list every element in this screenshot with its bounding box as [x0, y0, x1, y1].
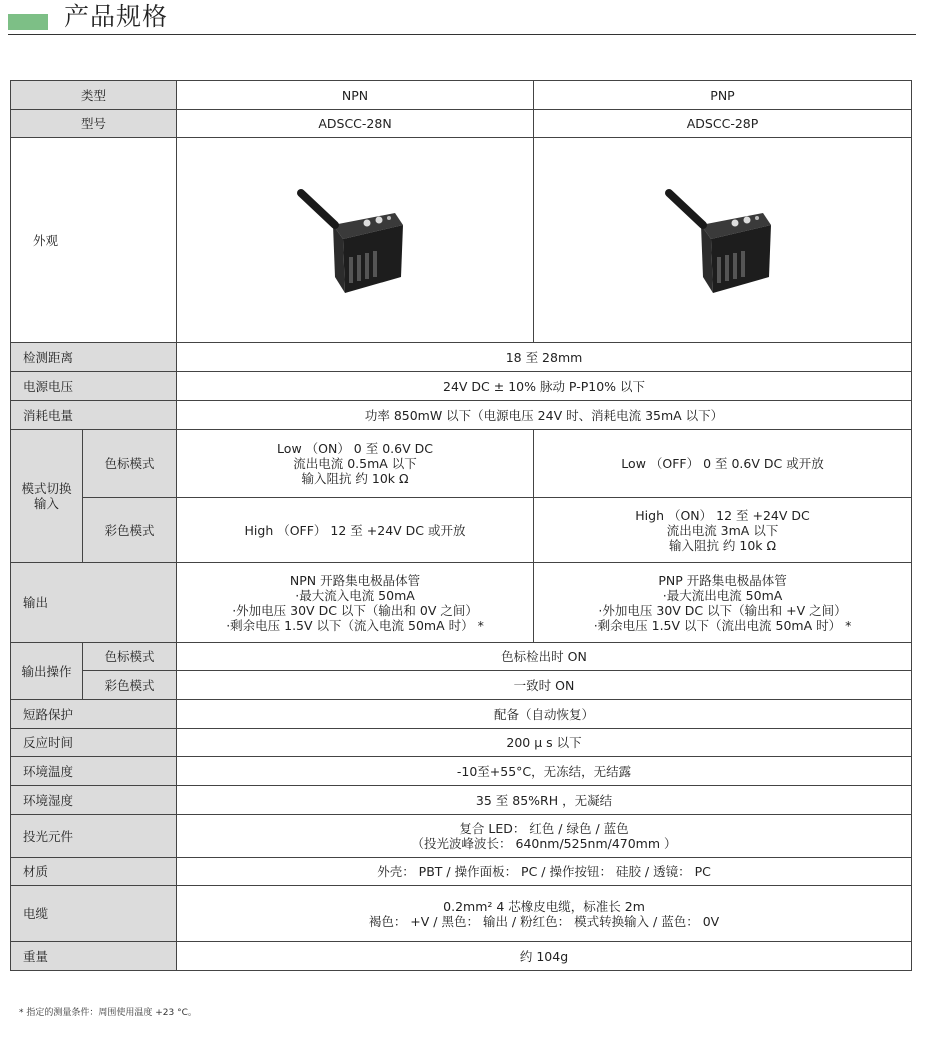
text-line: High （OFF） 12 至 +24V DC 或开放	[244, 522, 466, 538]
table-row	[11, 110, 912, 138]
spec-table	[10, 80, 912, 971]
text-line: ·外加电压 30V DC 以下（输出和 +V 之间）	[598, 602, 847, 618]
section-title: 产品规格	[64, 2, 169, 31]
text-line: ·最大流入电流 50mA	[295, 587, 415, 603]
mode-input-color-mark-npn	[177, 430, 534, 498]
text-line: ·剩余电压 1.5V 以下（流入电流 50mA 时） *	[226, 617, 484, 633]
row-label-humidity: 环境湿度	[11, 786, 177, 815]
table-row	[11, 563, 912, 643]
table-row	[11, 372, 912, 401]
mode-input-color-pnp	[534, 498, 912, 563]
sub-label-color-mark: 色标模式	[83, 430, 177, 498]
row-label-output: 输出	[11, 563, 177, 643]
row-label-voltage: 电源电压	[11, 372, 177, 401]
output-npn	[177, 563, 534, 643]
output-op-color-value: 一致时 ON	[177, 671, 912, 700]
model-npn: ADSCC-28N	[177, 110, 534, 138]
response-value: 200 μ s 以下	[177, 729, 912, 757]
row-label-appearance: 外观	[11, 138, 177, 343]
appearance-npn	[177, 138, 534, 343]
text-line: ·最大流出电流 50mA	[662, 587, 783, 603]
appearance-pnp	[534, 138, 912, 343]
table-row	[11, 138, 912, 343]
material-value: 外壳： PBT / 操作面板： PC / 操作按钮： 硅胶 / 透镜： PC	[177, 858, 912, 886]
weight-value: 约 104g	[177, 942, 912, 971]
table-row	[11, 886, 912, 942]
model-pnp: ADSCC-28P	[534, 110, 912, 138]
table-row	[11, 498, 912, 563]
text-line: 复合 LED： 红色 / 绿色 / 蓝色	[459, 821, 629, 836]
row-label-weight: 重量	[11, 942, 177, 971]
table-row	[11, 858, 912, 886]
mode-input-label-line1: 模式切换	[21, 481, 72, 496]
output-pnp	[534, 563, 912, 643]
text-line: High （ON） 12 至 +24V DC	[635, 507, 810, 523]
sub-label-color: 彩色模式	[83, 498, 177, 563]
table-row	[11, 401, 912, 430]
row-label-short: 短路保护	[11, 700, 177, 729]
sub-label-color: 彩色模式	[83, 671, 177, 700]
type-npn: NPN	[177, 81, 534, 110]
emitter-value	[177, 815, 912, 858]
row-label-material: 材质	[11, 858, 177, 886]
row-label-response: 反应时间	[11, 729, 177, 757]
text-line: Low （OFF） 0 至 0.6V DC 或开放	[621, 456, 824, 471]
section-header	[8, 0, 916, 35]
text-line: ·外加电压 30V DC 以下（输出和 0V 之间）	[232, 602, 478, 618]
table-row	[11, 815, 912, 858]
temp-value: -10至+55°C，无冻结，无结露	[177, 757, 912, 786]
distance-value: 18 至 28mm	[177, 343, 912, 372]
text-line: NPN 开路集电极晶体管	[289, 572, 421, 588]
text-line: 流出电流 3mA 以下	[666, 522, 779, 538]
footnote: * 指定的测量条件：周围使用温度 +23 °C。	[19, 1008, 197, 1018]
row-label-output-op: 输出操作	[11, 643, 83, 700]
text-line: 0.2mm² 4 芯橡皮电缆，标准长 2m	[443, 898, 645, 914]
table-row	[11, 343, 912, 372]
text-line: 输入阻抗 约 10k Ω	[301, 471, 409, 486]
table-row	[11, 700, 912, 729]
cable-value	[177, 886, 912, 942]
table-row	[11, 671, 912, 700]
output-op-color-mark-value: 色标检出时 ON	[177, 643, 912, 671]
mode-input-label-line2: 输入	[33, 496, 59, 511]
row-label-model: 型号	[11, 110, 177, 138]
table-row	[11, 942, 912, 971]
mode-input-color-npn	[177, 498, 534, 563]
table-row	[11, 643, 912, 671]
text-line: 褐色： +V / 黑色： 输出 / 粉红色： 模式转换输入 / 蓝色： 0V	[368, 913, 720, 929]
table-row	[11, 786, 912, 815]
text-line: Low （ON） 0 至 0.6V DC	[277, 441, 433, 456]
table-row	[11, 757, 912, 786]
header-accent-bar	[8, 14, 48, 30]
table-row	[11, 430, 912, 498]
table-row	[11, 81, 912, 110]
mode-input-color-mark-pnp	[534, 430, 912, 498]
row-label-type: 类型	[11, 81, 177, 110]
humidity-value: 35 至 85%RH ，无凝结	[177, 786, 912, 815]
row-label-cable: 电缆	[11, 886, 177, 942]
row-label-distance: 检测距离	[11, 343, 177, 372]
row-label-mode-input	[11, 430, 83, 563]
power-value: 功率 850mW 以下（电源电压 24V 时、消耗电流 35mA 以下）	[177, 401, 912, 430]
text-line: （投光波峰波长： 640nm/525nm/470mm ）	[411, 836, 677, 851]
row-label-temp: 环境温度	[11, 757, 177, 786]
sensor-product-image	[295, 185, 415, 295]
row-label-power: 消耗电量	[11, 401, 177, 430]
sub-label-color-mark: 色标模式	[83, 643, 177, 671]
table-row	[11, 729, 912, 757]
type-pnp: PNP	[534, 81, 912, 110]
sensor-product-image	[663, 185, 783, 295]
row-label-emitter: 投光元件	[11, 815, 177, 858]
text-line: 输入阻抗 约 10k Ω	[668, 537, 777, 553]
text-line: PNP 开路集电极晶体管	[658, 572, 787, 588]
text-line: ·剩余电压 1.5V 以下（流出电流 50mA 时） *	[593, 617, 852, 633]
voltage-value: 24V DC ± 10% 脉动 P-P10% 以下	[177, 372, 912, 401]
text-line: 流出电流 0.5mA 以下	[293, 456, 417, 471]
short-value: 配备（自动恢复）	[177, 700, 912, 729]
